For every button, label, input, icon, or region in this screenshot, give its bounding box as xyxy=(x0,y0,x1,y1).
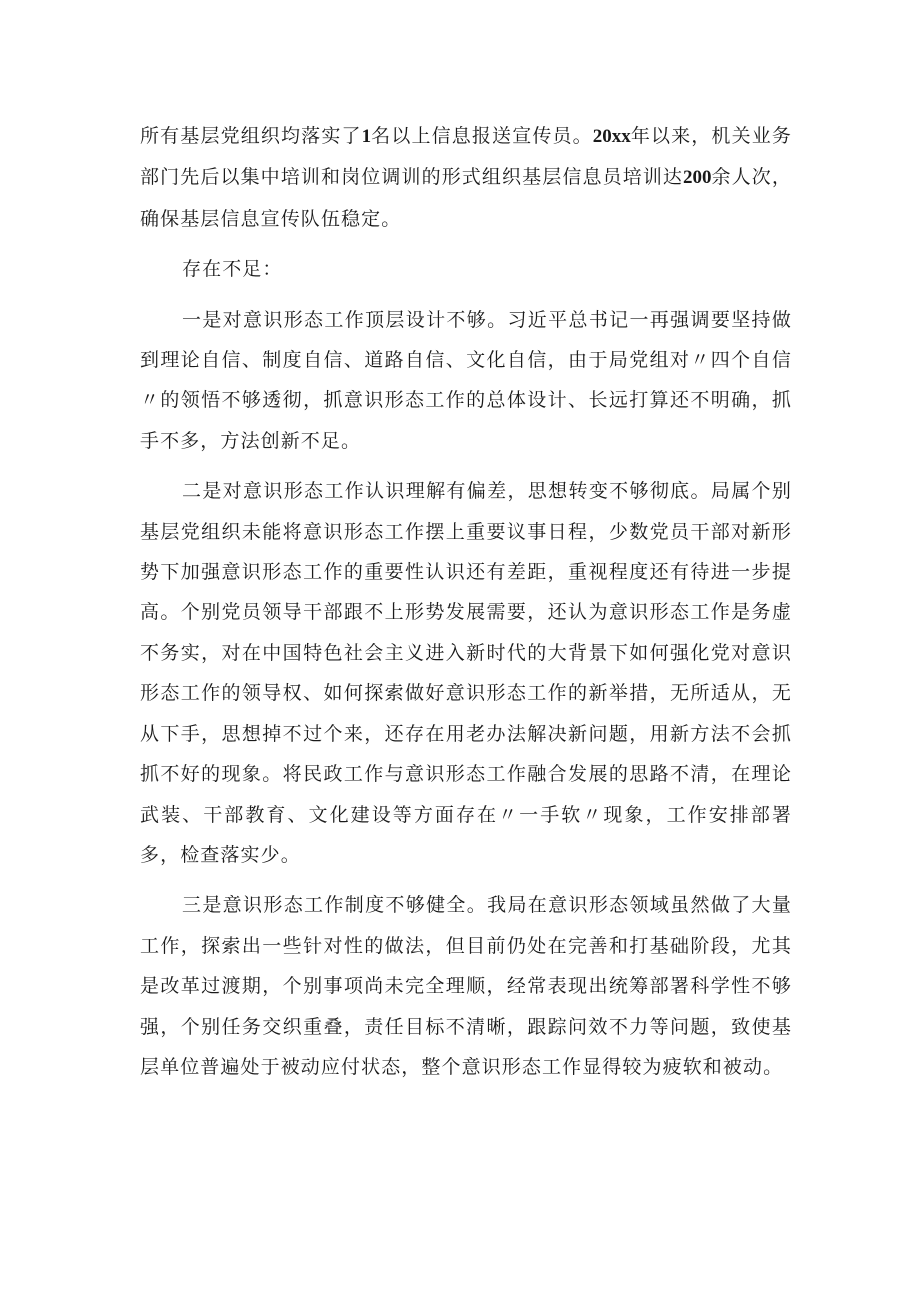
document-body xyxy=(140,116,792,1097)
year-value: 20xx xyxy=(592,126,631,147)
trainee-count: 200 xyxy=(683,167,712,189)
text-segment: 余人次，确保基层信息宣传队伍稳定。 xyxy=(140,166,792,230)
text-segment: 所有基层党组织均落实了 xyxy=(140,125,362,147)
paragraph-point-one: 一是对意识形态工作顶层设计不够。习近平总书记一再强调要坚持做到理论自信、制度自信、道路自信、文化自信，由于局党组对〃四个自信〃的领悟不够透彻，抓意识形态工作的总体设计、长远打算还不明确，抓手不多，方法创新不足。 xyxy=(140,308,792,452)
section-heading-shortcomings: 存在不足： xyxy=(182,258,283,281)
paragraph-point-two: 二是对意识形态工作认识理解有偏差，思想转变不够彻底。局属个别基层党组织未能将意识形态工作摆上重要议事日程，少数党员干部对新形势下加强意识形态工作的重要性认识还有差距，重视程度还有待进一步提高。个别党员领导干部跟不上形势发展需要，还认为意识形态工作是务虚不务实，对在中国特色社会主义进入新时代的大背景下如何强化党对意识形态工作的领导权、如何探索做好意识形态工作的新举措，无所适从，无从下手，思想掉不过个来，还存在用老办法解决新问题，用新方法不会抓抓不好的现象。将民政工作与意识形态工作融合发展的思路不清，在理论武装、干部教育、文化建设等方面存在〃一手软〃现象，工作安排部署多，检查落实少。 xyxy=(140,480,792,866)
text-segment: 年以来，机关业务部门先后以集中培训和岗位调训的形式组织基层信息员培训达 xyxy=(140,125,792,189)
paragraph-point-three: 三是意识形态工作制度不够健全。我局在意识形态领域虽然做了大量工作，探索出一些针对性的做法，但目前仍处在完善和打基础阶段，尤其是改革过渡期，个别事项尚未完全理顺，经常表现出统筹部署科学性不够强，个别任务交织重叠，责任目标不清晰，跟踪问效不力等问题，致使基层单位普遍处于被动应付状态，整个意识形态工作显得较为疲软和被动。 xyxy=(140,894,792,1078)
text-segment: 名以上信息报送宣传员。 xyxy=(371,125,593,147)
paragraph-training-summary xyxy=(140,116,792,239)
number-one: 1 xyxy=(361,126,372,147)
